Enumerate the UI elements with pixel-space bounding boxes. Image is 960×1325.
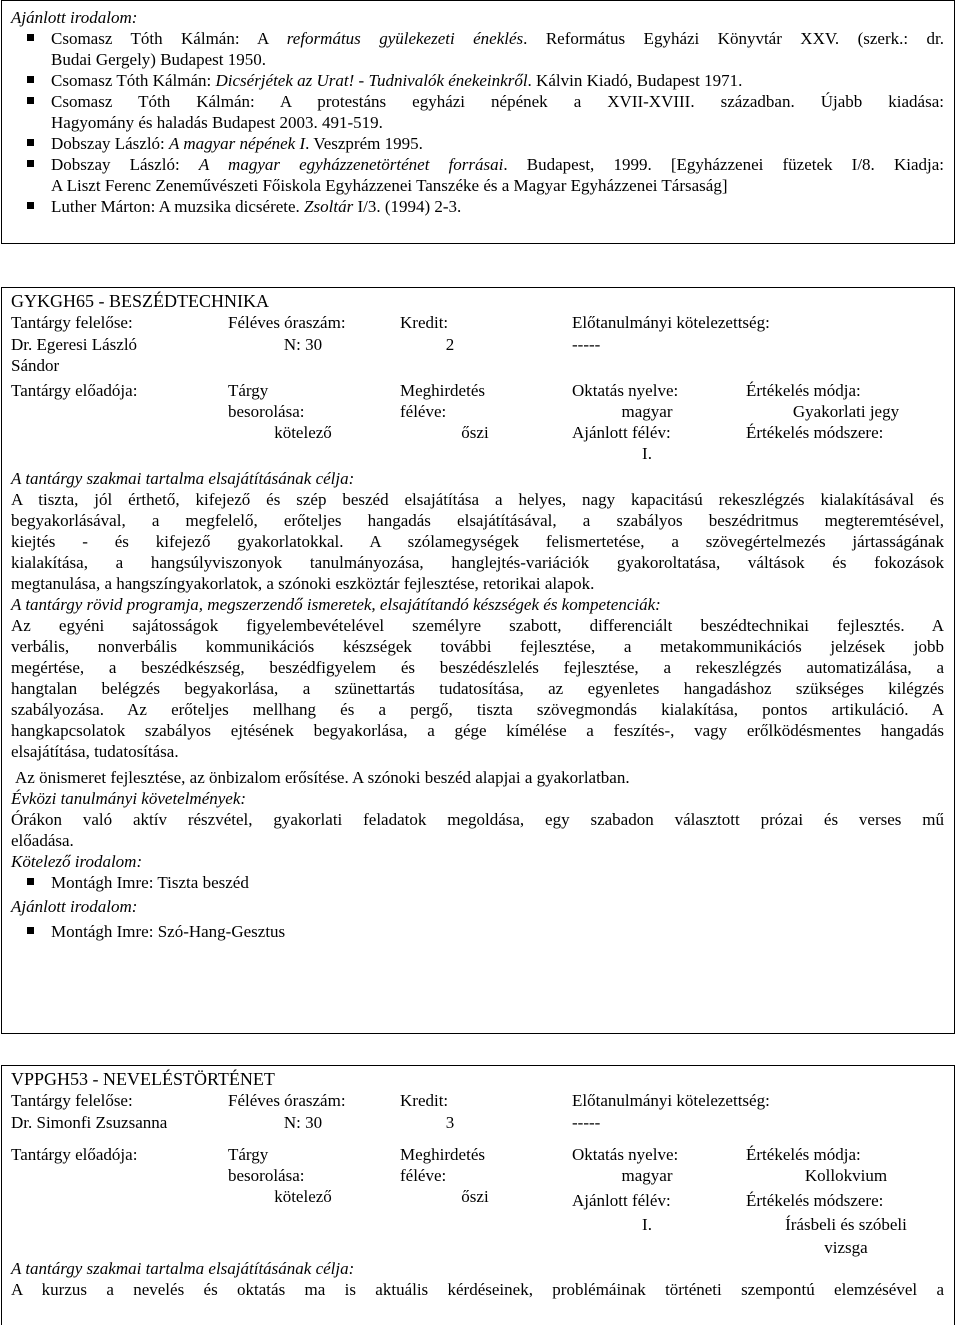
credit-label: Kredit: [400, 1091, 449, 1110]
recommended-semester-value: I. [642, 444, 652, 463]
list-item: Csomasz Tóth Kálmán: A protestáns egyházi népének a XVII-XVIII. században. Újabb kiadása: Hagyomány és haladás Budapest 2003. 491-519. [2, 91, 944, 133]
course-info-grid [2, 312, 954, 463]
list-item: Csomasz Tóth Kálmán: Dicsérjétek az Urat! - Tudnivalók énekeinkről. Kálvin Kiadó, Budapest 1971. [2, 70, 944, 91]
semester-value: őszi [461, 1187, 489, 1206]
responsible-name: Dr. Egeresi László [11, 335, 138, 354]
requirements-text: Órákon való aktív részvétel, gyakorlati feladatok megoldása, egy szabadon választott prózai és verses mű előadása. [11, 810, 944, 850]
prerequisite-label: Előtanulmányi kötelezettség: [572, 1091, 770, 1110]
hours-label: Féléves óraszám: [228, 313, 346, 332]
recommended-semester-label: Ajánlott félév: [572, 1191, 671, 1210]
list-item: Montágh Imre: Szó-Hang-Gesztus [2, 921, 954, 942]
prerequisite-value: ----- [572, 335, 601, 354]
course-type-label: Tárgy [228, 1145, 269, 1164]
course-type-label-cont: besorolása: [228, 402, 305, 421]
course-type-label: Tárgy [228, 381, 269, 400]
semester-label-cont: féléve: [400, 1166, 447, 1185]
course-type-label-cont: besorolása: [228, 1166, 305, 1185]
prerequisite-label: Előtanulmányi kötelezettség: [572, 313, 770, 332]
evaluation-type-label: Értékelés módja: [746, 1145, 861, 1164]
credit-value: 2 [445, 335, 455, 354]
course-box-vppgh53 [1, 1065, 955, 1325]
goal-heading: A tantárgy szakmai tartalma elsajátításának célja: [11, 469, 355, 488]
responsible-name: Dr. Simonfi Zsuzsanna [11, 1113, 168, 1132]
language-value: magyar [621, 1166, 673, 1185]
course-type-value: kötelező [274, 423, 332, 442]
hours-label: Féléves óraszám: [228, 1091, 346, 1110]
language-label: Oktatás nyelve: [572, 1145, 679, 1164]
recommended-literature-heading-2: Ajánlott irodalom: [11, 897, 138, 916]
course-type-value: kötelező [274, 1187, 332, 1206]
recommended-literature-box [1, 0, 955, 244]
credit-value: 3 [445, 1113, 455, 1132]
semester-label: Meghirdetés [400, 1145, 485, 1164]
credit-label: Kredit: [400, 313, 449, 332]
course-title: GYKGH65 - BESZÉDTECHNIKA [11, 291, 269, 311]
responsible-label: Tantárgy felelőse: [11, 1091, 133, 1110]
language-value: magyar [621, 402, 673, 421]
evaluation-type-value: Gyakorlati jegy [792, 402, 900, 421]
evaluation-method-value-cont: vizsga [824, 1238, 868, 1257]
prerequisite-value: ----- [572, 1113, 601, 1132]
responsible-label: Tantárgy felelőse: [11, 313, 133, 332]
program-heading: A tantárgy rövid programja, megszerzendő ismeretek, elsajátítandó készségek és kompetenciák: [11, 595, 661, 614]
course-box-gykgh65 [1, 287, 955, 1034]
recommended-semester-value: I. [642, 1215, 652, 1234]
lecturer-label: Tantárgy előadója: [11, 1145, 138, 1164]
responsible-name-cont: Sándor [11, 356, 60, 375]
recommended-semester-label: Ajánlott félév: [572, 423, 671, 442]
mandatory-literature-heading: Kötelező irodalom: [11, 852, 143, 871]
hours-value: N: 30 [283, 1113, 323, 1132]
goal-text: A tiszta, jól érthető, kifejező és szép beszéd elsajátítása a helyes, nagy kapacitású rekeszlégzés kialakításával és begyakorlásával, a megfelelő, erőteljes hangadás elsajátításával, a szabályos beszédritmus megteremtésével, kiejtés - és kifejező gyakorlatokkal. A szólamegységek felismertetése, a szövegértelmezés jártasságának kialakítása, a hangsúlyviszonyok tanulmányozása, hanglejtés-variációk gyakoroltatása, váltások és fokozások megtanulása, a hangszíngyakorlatok, a szónoki eszköztár fejlesztése, retorikai alapok. [11, 490, 944, 593]
list-item: Dobszay László: A magyar egyházzenetörténet forrásai. Budapest, 1999. [Egyházzenei füzetek I/8. Kiadja: A Liszt Ferenc Zeneművészeti Főiskola Egyházzenei Tanszéke és a Magyar Egyházzenei Társaság] [2, 154, 944, 196]
course-title: VPPGH53 - NEVELÉSTÖRTÉNET [11, 1069, 275, 1089]
list-item: Luther Márton: A muzsika dicsérete. Zsoltár I/3. (1994) 2-3. [2, 196, 944, 217]
goal-heading: A tantárgy szakmai tartalma elsajátításának célja: [11, 1259, 355, 1278]
evaluation-method-label: Értékelés módszere: [746, 1191, 884, 1210]
semester-label: Meghirdetés [400, 381, 485, 400]
hours-value: N: 30 [283, 335, 323, 354]
evaluation-method-value: Írásbeli és szóbeli [785, 1215, 907, 1234]
recommended-literature-heading: Ajánlott irodalom: [11, 8, 138, 27]
language-label: Oktatás nyelve: [572, 381, 679, 400]
goal-text: A kurzus a nevelés és oktatás ma is aktuális kérdéseinek, problémáinak történeti szempontú elemzésével a [11, 1280, 944, 1299]
evaluation-type-value: Kollokvium [804, 1166, 888, 1185]
semester-label-cont: féléve: [400, 402, 447, 421]
list-item: Csomasz Tóth Kálmán: A református gyülekezeti éneklés. Református Egyházi Könyvtár XXV. (szerk.: dr. Budai Gergely) Budapest 1950. [2, 28, 944, 70]
course-info-grid [2, 1090, 954, 1258]
program-text: Az egyéni sajátosságok figyelembevételével személyre szabott, differenciált beszédtechnikai fejlesztés. A verbális, nonverbális kommunikációs készségek további fejlesztése, a metakommunikációs jelzések jobb megértése, a beszédkészség, beszédfigyelem és beszédészlelés fejlesztése, a rekeszlégzés automatizálása, a hangtalan belégzés begyakorlása, a szünettartás tudatosítása, az egyenletes hangadáshoz szükséges kilégzés szabályozása. Az erőteljes mellhang és a pergő, tiszta szövegmondás kialakítása, pontos artikuláció. A hangkapcsolatok szabályos ejtésének begyakorlása, a gége kímélése a feszítés-, vagy erőlködésmentes hangadás elsajátítása, tudatosítása. Az önismeret fejlesztése, az önbizalom erősítése. A szónoki beszéd alapjai a gyakorlatban. [11, 616, 944, 787]
requirements-heading: Évközi tanulmányi követelmények: [11, 789, 247, 808]
lecturer-label: Tantárgy előadója: [11, 381, 138, 400]
list-item: Montágh Imre: Tiszta beszéd [2, 872, 954, 893]
evaluation-method-label: Értékelés módszere: [746, 423, 884, 442]
evaluation-type-label: Értékelés módja: [746, 381, 861, 400]
list-item: Dobszay László: A magyar népének I. Veszprém 1995. [2, 133, 944, 154]
semester-value: őszi [461, 423, 489, 442]
